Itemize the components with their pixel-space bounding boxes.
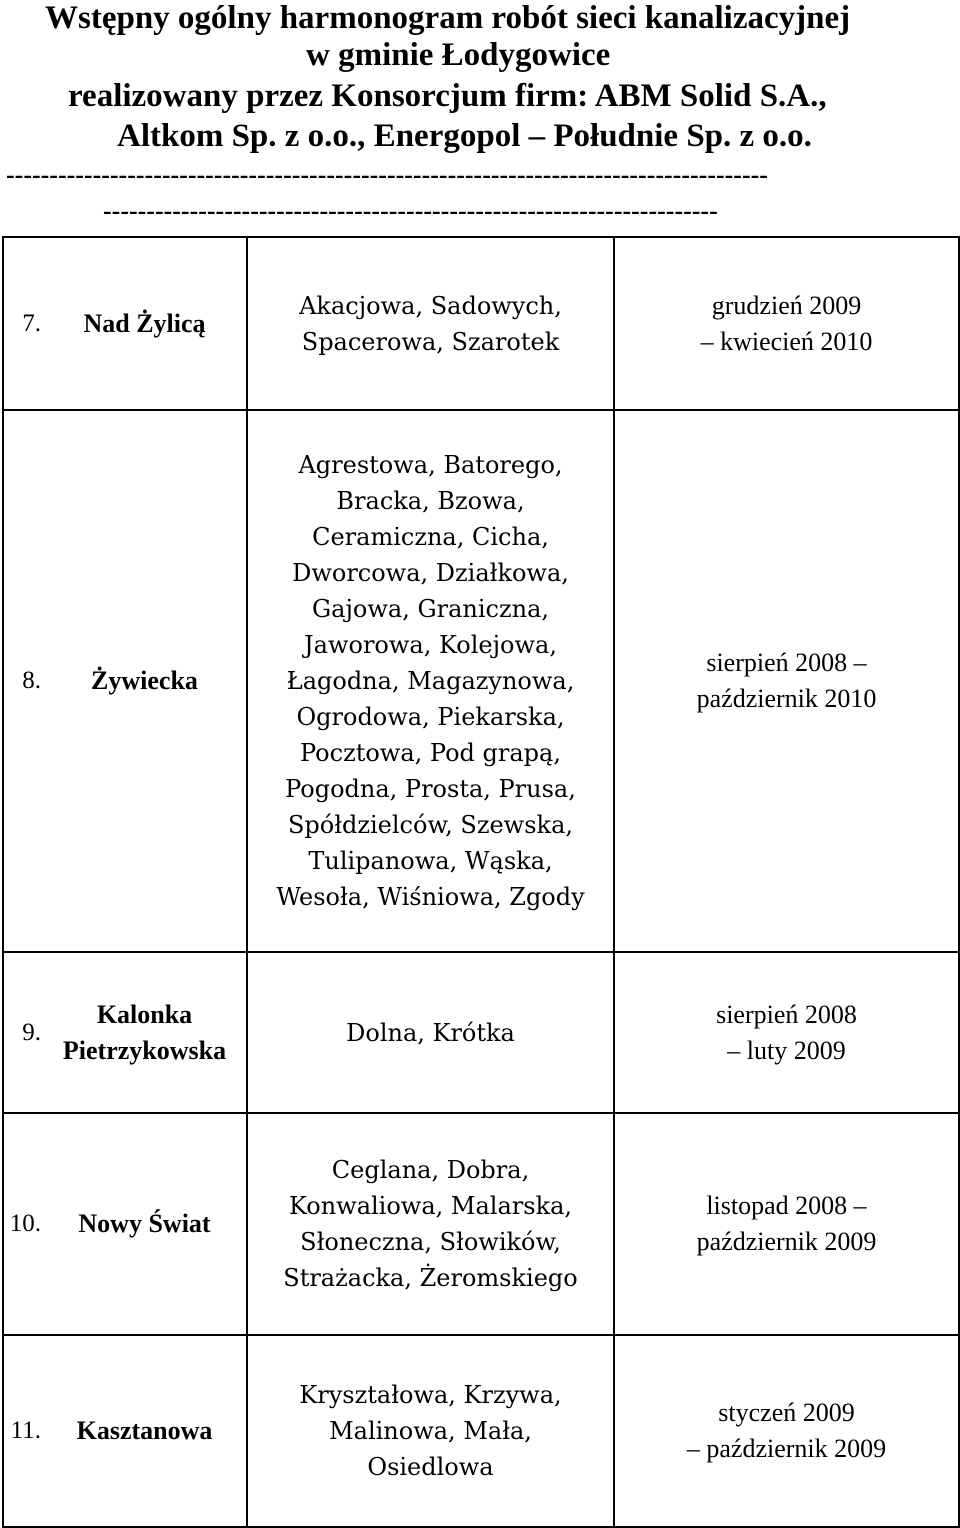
streets-cell [247,1335,614,1527]
streets-cell [247,237,614,410]
street-list-line: Ceglana, Dobra, [331,1156,530,1184]
street-list-line: Bracka, Bzowa, [336,487,525,515]
area-name-cell [43,237,247,410]
street-list-line: Konwaliowa, Malarska, [288,1192,573,1220]
street-list-line: Spacerowa, Szarotek [301,327,560,356]
street-list-line: Dolna, Krótka [346,1018,515,1047]
title-line-2: w gminie Łodygowice [306,37,611,73]
street-list-line: Pogodna, Prosta, Prusa, [285,775,576,803]
row-number: 11. [10,1417,41,1444]
street-list-line: Akacjowa, Sadowych, [299,291,562,320]
street-list-line: Strażacka, Żeromskiego [283,1264,578,1292]
dash-separator-1: ---------------------------------------------------------------------------------------- [6,160,768,189]
dash-separator-2: ----------------------------------------------------------------------- [103,196,718,225]
street-list-line: Słoneczna, Słowików, [300,1228,561,1256]
date-range-line: styczeń 2009 [718,1398,855,1427]
row-number-cell [3,410,43,952]
date-range-cell [614,410,959,952]
street-list-line: Ceramiczna, Cicha, [312,523,549,551]
street-list-line: Gajowa, Graniczna, [311,595,550,623]
schedule-row [3,952,959,1113]
street-list-line: Kryształowa, Krzywa, [299,1381,562,1409]
street-list-line: Spółdzielców, Szewska, [287,811,574,839]
row-number: 7. [22,309,41,337]
date-range-line: listopad 2008 – [706,1191,867,1220]
schedule-table [2,236,960,1528]
street-list-line: Ogrodowa, Piekarska, [296,703,565,731]
streets-cell [247,1113,614,1335]
date-range-line: październik 2009 [696,1227,877,1256]
row-number: 9. [22,1018,41,1046]
street-list-line: Wesoła, Wiśniowa, Zgody [276,883,585,911]
schedule-row [3,1113,959,1335]
area-name-cell [43,1113,247,1335]
street-list-line: Dworcowa, Działkowa, [292,559,569,587]
date-range-cell [614,1113,959,1335]
schedule-body [3,237,959,1527]
area-name: Kalonka [96,999,193,1029]
date-range-line: – luty 2009 [727,1035,846,1065]
street-list-line: Łagodna, Magazynowa, [286,667,575,695]
date-range-cell [614,1335,959,1527]
row-number: 10. [9,1210,41,1237]
schedule-row [3,1335,959,1527]
schedule-row [3,237,959,410]
row-number-cell [3,1335,43,1527]
streets-cell [247,410,614,952]
area-name: Pietrzykowska [62,1035,227,1065]
date-range-line: październik 2010 [696,684,877,713]
area-name: Żywiecka [91,666,198,695]
area-name: Nowy Świat [78,1209,211,1238]
date-range-line: – kwiecień 2010 [700,326,873,356]
schedule-row [3,410,959,952]
street-list-line: Osiedlowa [367,1453,494,1481]
row-number-cell [3,952,43,1113]
area-name: Kasztanowa [76,1416,213,1445]
area-name-cell [43,1335,247,1527]
date-range-cell [614,952,959,1113]
area-name-cell [43,410,247,952]
date-range-line: sierpień 2008 [716,999,857,1029]
date-range-line: grudzień 2009 [711,290,862,320]
title-line-1: Wstępny ogólny harmonogram robót sieci kanalizacyjnej [45,0,851,36]
title-line-3: realizowany przez Konsorcjum firm: ABM Solid S.A., [68,78,827,114]
date-range-cell [614,237,959,410]
street-list-line: Malinowa, Mała, [329,1417,532,1445]
area-name-cell [43,952,247,1113]
street-list-line: Agrestowa, Batorego, [298,451,563,479]
street-list-line: Tulipanowa, Wąska, [308,847,553,875]
row-number-cell [3,237,43,410]
row-number-cell [3,1113,43,1335]
date-range-line: sierpień 2008 – [706,648,867,677]
area-name: Nad Żylicą [83,308,206,338]
row-number: 8. [22,667,41,694]
date-range-line: – październik 2009 [686,1434,887,1463]
title-line-4: Altkom Sp. z o.o., Energopol – Południe Sp. z o.o. [117,118,812,154]
streets-cell [247,952,614,1113]
street-list-line: Pocztowa, Pod grapą, [300,739,561,767]
street-list-line: Jaworowa, Kolejowa, [304,631,557,659]
